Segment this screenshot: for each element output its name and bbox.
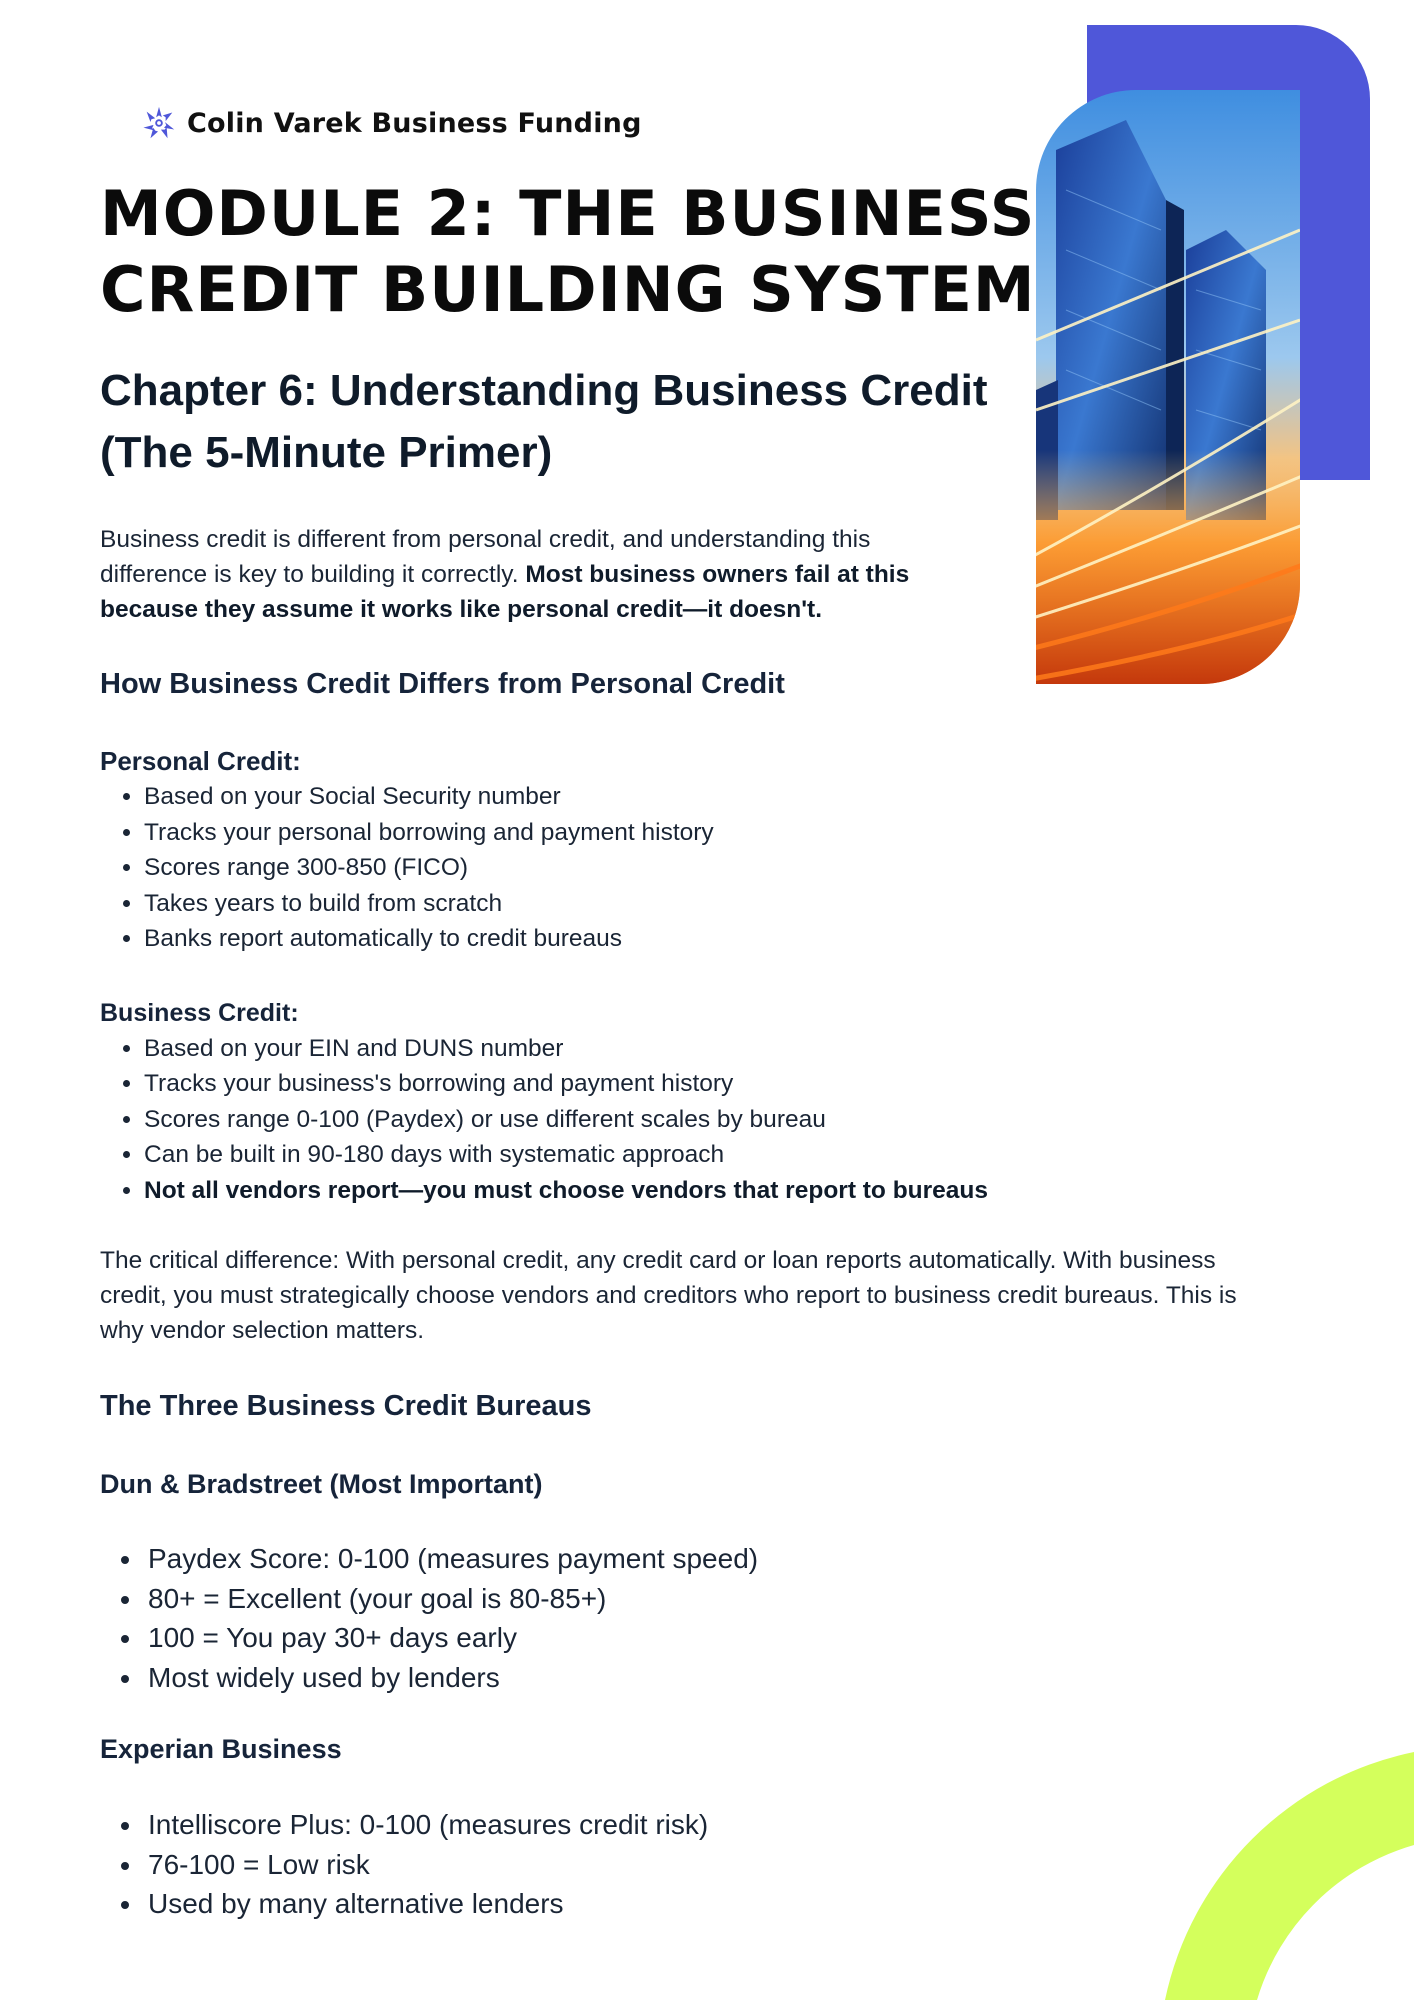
list-item: • Used by many alternative lenders — [144, 1884, 1250, 1924]
experian-heading: Experian Business — [100, 1734, 342, 1764]
business-credit-label: Business Credit: — [100, 998, 299, 1027]
chapter-heading — [100, 360, 1000, 484]
page-title-line-1: MODULE 2: THE BUSINESS — [100, 177, 1036, 250]
list-item: • Most widely used by lenders — [144, 1658, 1250, 1698]
section-heading-differences: How Business Credit Differs from Personal Credit — [100, 668, 785, 700]
page-title-line-2: CREDIT BUILDING SYSTEM — [100, 253, 1036, 326]
list-item: • Based on your Social Security number — [144, 779, 1250, 815]
dnb-list — [100, 1539, 1250, 1697]
list-item: • 100 = You pay 30+ days early — [144, 1618, 1250, 1658]
list-item: • Tracks your business's borrowing and payment history — [144, 1066, 1250, 1102]
main-content — [100, 522, 1250, 1924]
personal-credit-list — [100, 779, 1250, 957]
decorative-arc — [1165, 1750, 1414, 2000]
list-item: • 80+ = Excellent (your goal is 80-85+) — [144, 1579, 1250, 1619]
intro-text: Business credit is different from personal credit, and understanding this difference is key to building it correctly. — [100, 526, 871, 588]
brand — [140, 104, 642, 142]
list-item: • 76-100 = Low risk — [144, 1845, 1250, 1885]
chapter-heading-line-2: (The 5-Minute Primer) — [100, 428, 553, 477]
list-item-bold: Not all vendors report—you must choose vendors that report to bureaus — [144, 1176, 989, 1204]
list-item: • Scores range 0-100 (Paydex) or use different scales by bureau — [144, 1102, 1250, 1138]
list-item — [144, 1173, 1250, 1209]
intro-bold-text: Most business owners fail at this because they assume it works like personal credit—it doesn't. — [100, 561, 910, 623]
star-logo-icon — [140, 104, 178, 142]
list-item: • Banks report automatically to credit bureaus — [144, 921, 1250, 957]
list-item: • Paydex Score: 0-100 (measures payment speed) — [144, 1539, 1250, 1579]
list-item: • Tracks your personal borrowing and payment history — [144, 815, 1250, 851]
dnb-heading: Dun & Bradstreet (Most Important) — [100, 1469, 543, 1499]
list-item: • Takes years to build from scratch — [144, 886, 1250, 922]
list-item: • Scores range 300-850 (FICO) — [144, 850, 1250, 886]
list-item: • Can be built in 90-180 days with systematic approach — [144, 1137, 1250, 1173]
section-heading-bureaus: The Three Business Credit Bureaus — [100, 1390, 592, 1422]
list-item: • Intelliscore Plus: 0-100 (measures credit risk) — [144, 1805, 1250, 1845]
chapter-heading-line-1: Chapter 6: Understanding Business Credit — [100, 366, 988, 415]
list-item: • Based on your EIN and DUNS number — [144, 1031, 1250, 1067]
brand-name: Colin Varek Business Funding — [187, 107, 642, 139]
experian-list — [100, 1805, 1250, 1924]
critical-difference-paragraph: The critical difference: With personal credit, any credit card or loan reports automatically. With business credit, you must strategically choose vendors and creditors who report to business credit bureaus. This is why vendor selection matters. — [100, 1247, 1237, 1344]
page-title — [100, 176, 1036, 328]
business-credit-list — [100, 1031, 1250, 1209]
intro-paragraph — [100, 522, 980, 627]
personal-credit-label: Personal Credit: — [100, 746, 301, 776]
